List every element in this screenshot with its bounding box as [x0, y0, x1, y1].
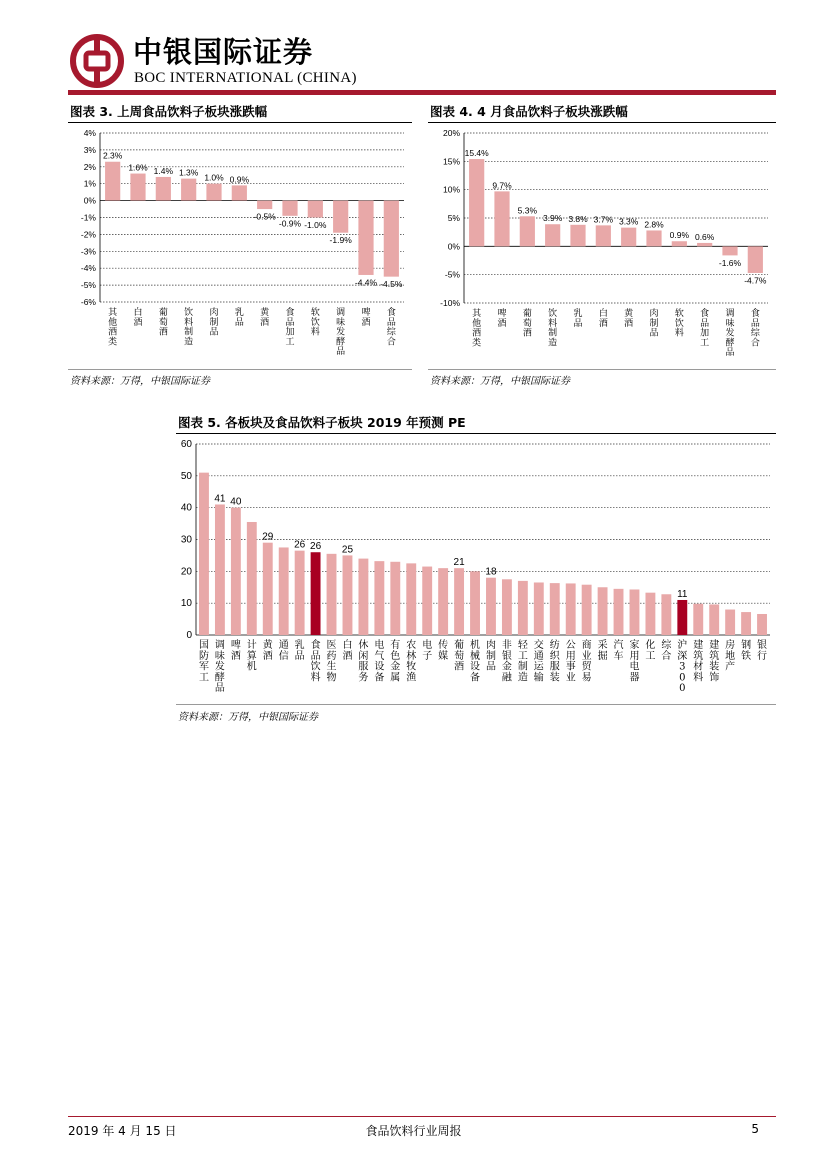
data-label: 11: [677, 588, 688, 600]
boc-logo: [70, 34, 124, 88]
bar: [263, 543, 273, 635]
x-tick-label: 食品饮料: [310, 640, 321, 684]
bar: [596, 225, 611, 246]
bar: [693, 604, 703, 635]
x-tick-label: 肉制品: [649, 309, 659, 339]
data-label: 3.9%: [542, 213, 563, 224]
bar: [311, 552, 321, 635]
bar: [358, 559, 368, 635]
bar: [502, 579, 512, 635]
data-label: -1.6%: [718, 257, 742, 268]
bar: [343, 555, 353, 635]
x-tick-label: 纺织服装: [549, 640, 560, 684]
bar: [486, 578, 496, 635]
y-tick-label: -4%: [80, 263, 96, 274]
y-tick-label: 20: [180, 566, 192, 578]
x-tick-label: 轻工制造: [517, 640, 528, 684]
chart3-title: 图表 3. 上周食品饮料子板块涨跌幅: [70, 104, 268, 119]
chart3: [68, 124, 412, 368]
y-tick-label: -5%: [444, 269, 460, 280]
x-tick-label: 白酒: [133, 308, 143, 328]
chart5-title-rule: [176, 433, 776, 434]
data-label: 0.9%: [229, 174, 250, 185]
bar: [422, 567, 432, 635]
bar: [677, 600, 687, 635]
data-label: 29: [262, 531, 274, 543]
data-label: 21: [453, 557, 465, 569]
bar: [494, 191, 509, 246]
x-tick-label: 其他酒类: [472, 309, 482, 349]
bar: [358, 201, 373, 275]
x-tick-label: 白酒: [598, 309, 608, 329]
data-label: 3.3%: [618, 216, 639, 227]
y-tick-label: 30: [180, 534, 192, 546]
bar: [709, 604, 719, 635]
bar: [130, 174, 145, 201]
bar: [206, 184, 221, 201]
y-tick-label: 0: [186, 630, 192, 641]
chart4: [428, 124, 776, 368]
x-tick-label: 肉制品: [485, 640, 496, 673]
x-tick-label: 黄酒: [262, 640, 273, 662]
chart3-source-rule: [68, 369, 412, 370]
bar: [570, 225, 585, 247]
y-tick-label: 10%: [442, 184, 460, 195]
x-tick-label: 国防军工: [198, 640, 209, 684]
data-label: 5.3%: [517, 205, 538, 216]
chart4-source-rule: [428, 369, 776, 370]
x-tick-label: 医药生物: [326, 640, 337, 684]
bar: [470, 571, 480, 635]
data-label: 0.9%: [669, 230, 690, 241]
bar: [282, 201, 297, 216]
bar: [520, 216, 535, 246]
x-tick-label: 软饮料: [674, 309, 684, 339]
bar: [598, 587, 608, 635]
chart4-source: 资料来源：万得，中银国际证券: [430, 376, 570, 387]
data-label: 2.8%: [644, 219, 664, 230]
x-tick-label: 啤酒: [497, 309, 507, 329]
bar: [279, 547, 289, 635]
x-tick-label: 乳品: [573, 309, 583, 329]
data-label: -0.9%: [278, 218, 302, 229]
data-label: 1.3%: [178, 167, 199, 178]
chart5-title: 图表 5. 各板块及食品饮料子板块 2019 年预测 PE: [178, 415, 466, 430]
x-tick-label: 电子: [422, 640, 433, 662]
bar: [630, 589, 640, 635]
x-tick-label: 传媒: [438, 640, 449, 662]
bar: [697, 243, 712, 246]
chart3-title-rule: [68, 122, 412, 123]
bar: [257, 201, 272, 209]
y-tick-label: -10%: [440, 298, 460, 308]
y-tick-label: 4%: [83, 128, 96, 138]
x-tick-label: 农林牧渔: [406, 640, 417, 684]
data-label: 15.4%: [464, 148, 489, 159]
bar: [105, 162, 120, 201]
x-tick-label: 葡萄酒: [158, 308, 168, 338]
data-label: 41: [214, 493, 226, 505]
bar: [722, 246, 737, 255]
x-tick-label: 饮料制造: [548, 309, 558, 349]
bar: [406, 563, 416, 635]
y-tick-label: 60: [180, 439, 192, 450]
x-tick-label: 银行: [757, 640, 768, 662]
bar: [327, 554, 337, 635]
data-label: 40: [230, 496, 242, 508]
x-tick-label: 休闲服务: [358, 640, 369, 684]
bar: [757, 614, 767, 635]
y-tick-label: 15%: [442, 156, 460, 167]
x-tick-label: 建筑材料: [693, 640, 704, 684]
x-tick-label: 饮料制造: [184, 308, 194, 348]
brand-name-en: BOC INTERNATIONAL (CHINA): [134, 70, 357, 86]
bar: [646, 230, 661, 246]
x-tick-label: 肉制品: [209, 308, 219, 338]
data-label: 2.3%: [102, 150, 123, 161]
footer-report-title: 食品饮料行业周报: [365, 1124, 462, 1138]
y-tick-label: 2%: [83, 161, 96, 172]
x-tick-label: 化工: [645, 640, 656, 662]
x-tick-label: 啤酒: [361, 308, 371, 328]
data-label: -0.5%: [253, 211, 276, 222]
data-label: 0.6%: [694, 231, 715, 242]
y-tick-label: 1%: [83, 178, 96, 189]
x-tick-label: 机械设备: [470, 640, 481, 684]
bar: [333, 201, 348, 233]
x-tick-label: 家用电器: [629, 640, 640, 684]
bar: [614, 589, 624, 635]
x-tick-label: 葡萄酒: [454, 640, 465, 673]
y-tick-label: 20%: [442, 128, 460, 138]
bar: [550, 583, 560, 635]
bar: [534, 582, 544, 635]
bar: [438, 568, 448, 635]
bar: [374, 561, 384, 635]
x-tick-label: 沪深 3 0 0: [677, 640, 688, 695]
data-label: 18: [485, 566, 497, 578]
bar: [390, 562, 400, 635]
bar: [231, 508, 241, 635]
bar: [566, 583, 576, 635]
x-tick-label: 调味发酵品: [214, 640, 225, 695]
x-tick-label: 啤酒: [230, 640, 241, 662]
x-tick-label: 公用事业: [565, 640, 576, 684]
data-label: -4.5%: [380, 279, 403, 290]
x-tick-label: 计算机: [246, 640, 257, 673]
page-number: 5: [751, 1122, 759, 1136]
x-tick-label: 乳品: [234, 308, 244, 328]
chart5: [176, 435, 776, 703]
y-tick-label: 0%: [447, 241, 460, 252]
y-tick-label: -2%: [80, 229, 96, 240]
data-label: 26: [310, 541, 322, 553]
x-tick-label: 葡萄酒: [522, 309, 532, 339]
x-tick-label: 白酒: [342, 640, 353, 662]
y-tick-label: -1%: [80, 212, 96, 223]
data-label: 3.8%: [568, 213, 588, 224]
chart5-source: 资料来源：万得，中银国际证券: [178, 712, 318, 723]
x-tick-label: 软饮料: [310, 308, 320, 338]
x-tick-label: 食品加工: [700, 309, 710, 349]
y-tick-label: 0%: [83, 195, 96, 206]
bar: [672, 241, 687, 246]
y-tick-label: -5%: [80, 280, 96, 291]
data-label: -4.4%: [354, 277, 378, 288]
bar: [232, 185, 247, 200]
chart5-source-rule: [176, 704, 776, 705]
x-tick-label: 通信: [278, 640, 289, 662]
data-label: -4.7%: [744, 275, 767, 286]
bar: [661, 594, 671, 635]
data-label: 25: [341, 544, 354, 556]
y-tick-label: 5%: [447, 213, 460, 223]
bar: [645, 593, 655, 635]
x-tick-label: 交通运输: [533, 640, 544, 684]
chart4-title-rule: [428, 122, 776, 123]
data-label: 26: [294, 539, 306, 551]
x-tick-label: 黄酒: [260, 308, 270, 328]
y-tick-label: 3%: [83, 144, 96, 155]
footer-rule: [68, 1116, 776, 1117]
data-label: 3.7%: [593, 214, 614, 225]
x-tick-label: 钢铁: [741, 640, 752, 662]
x-tick-label: 非银金融: [501, 640, 512, 684]
x-tick-label: 有色金属: [390, 640, 401, 684]
x-tick-label: 乳品: [294, 640, 305, 662]
bar: [295, 551, 305, 635]
chart3-source: 资料来源：万得，中银国际证券: [70, 376, 210, 387]
x-tick-label: 商业贸易: [581, 640, 592, 684]
bar: [582, 585, 592, 635]
chart4-title: 图表 4. 4 月食品饮料子板块涨跌幅: [430, 104, 628, 119]
bar: [621, 228, 636, 247]
y-tick-label: -6%: [80, 297, 96, 307]
bar: [308, 201, 323, 218]
x-tick-label: 黄酒: [624, 309, 634, 329]
bar: [384, 201, 399, 277]
data-label: 1.0%: [204, 172, 224, 183]
footer-date: 2019 年 4 月 15 日: [68, 1124, 177, 1138]
bar: [156, 177, 171, 201]
x-tick-label: 食品综合: [386, 308, 396, 348]
data-label: -1.9%: [329, 235, 352, 246]
x-tick-label: 采掘: [597, 640, 608, 662]
bar: [518, 581, 528, 635]
bar: [725, 610, 735, 635]
brand-name-cn: 中银国际证券: [133, 35, 314, 69]
x-tick-label: 汽车: [613, 640, 624, 662]
y-tick-label: 10: [180, 598, 192, 610]
bar: [247, 522, 257, 635]
data-label: -1.0%: [304, 220, 327, 230]
x-tick-label: 食品综合: [750, 309, 760, 349]
y-tick-label: -3%: [80, 246, 96, 257]
bar: [469, 159, 484, 246]
x-tick-label: 房地产: [725, 640, 736, 673]
bar: [748, 246, 763, 273]
data-label: 1.6%: [128, 162, 148, 173]
x-tick-label: 综合: [661, 640, 672, 662]
y-tick-label: 50: [180, 470, 192, 482]
x-tick-label: 调味发酵品: [336, 308, 346, 357]
y-tick-label: 40: [180, 502, 192, 514]
data-label: 1.4%: [153, 165, 174, 176]
bar: [741, 612, 751, 635]
bar: [181, 179, 196, 201]
data-label: 9.7%: [492, 180, 512, 191]
x-tick-label: 食品加工: [285, 308, 295, 348]
bar: [215, 504, 225, 635]
x-tick-label: 其他酒类: [108, 308, 118, 348]
header-rule: [68, 90, 776, 95]
x-tick-label: 调味发酵品: [725, 309, 735, 358]
bar: [199, 473, 209, 635]
x-tick-label: 电气设备: [374, 640, 385, 684]
x-tick-label: 建筑装饰: [709, 640, 720, 684]
bar: [454, 568, 464, 635]
bar: [545, 224, 560, 246]
